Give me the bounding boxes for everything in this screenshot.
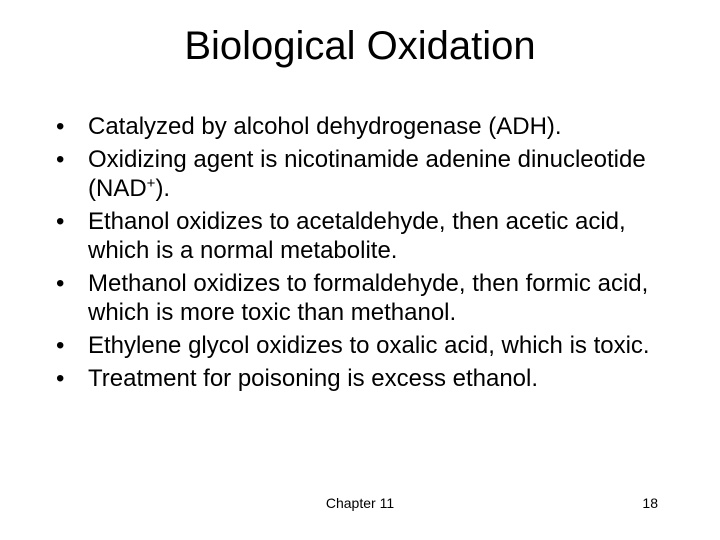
bullet-text <box>88 146 646 202</box>
slide-title: Biological Oxidation <box>184 24 536 68</box>
bullet-item <box>56 112 676 141</box>
bullet-icon: • <box>56 146 65 173</box>
bullet-text: Treatment for poisoning is excess ethanol. <box>88 365 539 392</box>
bullet-text: Methanol oxidizes to formaldehyde, then formic acid, which is more toxic than methanol. <box>88 270 649 326</box>
bullet-item <box>56 269 676 327</box>
footer-page-number: 18 <box>642 495 658 511</box>
bullet-icon: • <box>56 332 65 359</box>
bullet-icon: • <box>56 270 65 297</box>
bullet-text: Ethylene glycol oxidizes to oxalic acid, which is toxic. <box>88 332 650 359</box>
bullet-item <box>56 364 676 393</box>
bullet-text: Catalyzed by alcohol dehydrogenase (ADH). <box>88 113 562 140</box>
bullet-icon: • <box>56 365 65 392</box>
bullet-text-end: ). <box>155 175 171 202</box>
superscript-plus: + <box>146 175 156 192</box>
bullet-list <box>56 112 676 397</box>
footer-chapter: Chapter 11 <box>325 495 395 511</box>
bullet-icon: • <box>56 208 65 235</box>
bullet-item <box>56 145 676 203</box>
bullet-item <box>56 207 676 265</box>
bullet-text-main: Oxidizing agent is nicotinamide adenine dinucleotide (NAD <box>88 146 646 202</box>
bullet-item <box>56 331 676 360</box>
bullet-text: Ethanol oxidizes to acetaldehyde, then acetic acid, which is a normal metabolite. <box>88 208 626 264</box>
bullet-icon: • <box>56 113 65 140</box>
